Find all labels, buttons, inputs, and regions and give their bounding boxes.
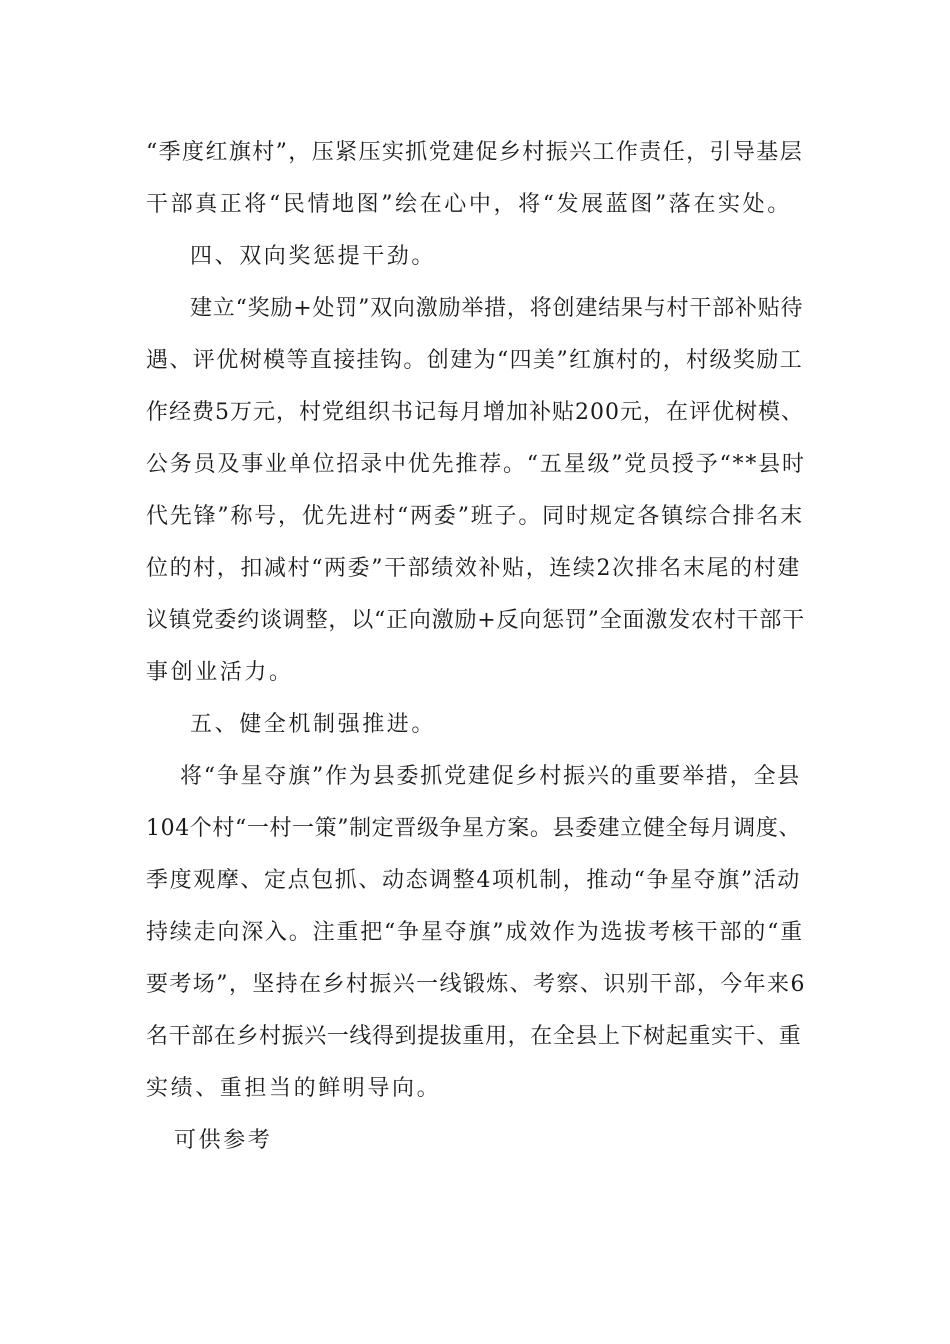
paragraph-line: 要考场”，坚持在乡村振兴一线锻炼、考察、识别干部，今年来6 (146, 972, 806, 997)
section-heading: 四、双向奖惩提干劲。 (190, 244, 437, 269)
paragraph-line: “季度红旗村”，压紧压实抓党建促乡村振兴工作责任，引导基层 (146, 140, 804, 165)
paragraph-line: 季度观摩、定点包抓、动态调整4项机制，推动“争星夺旗”活动 (146, 868, 801, 893)
paragraph-line: 干部真正将“民情地图”绘在心中，将“发展蓝图”落在实处。 (146, 192, 792, 217)
paragraph-line: 将“争星夺旗”作为县委抓党建促乡村振兴的重要举措，全县 (180, 764, 802, 789)
paragraph-line: 代先锋”称号，优先进村“两委”班子。同时规定各镇综合排名末 (146, 504, 804, 529)
paragraph-line: 事创业活力。 (146, 660, 294, 685)
section-heading: 五、健全机制强推进。 (190, 712, 437, 737)
paragraph-line: 公务员及事业单位招录中优先推荐。“五星级”党员授予“**县时 (146, 452, 806, 477)
paragraph-line: 名干部在乡村振兴一线得到提拔重用，在全县上下树起重实干、重 (146, 1024, 802, 1049)
paragraph-line: 104个村“一村一策”制定晋级争星方案。县委建立健全每月调度、 (146, 816, 802, 841)
paragraph-line: 建立“奖励+处罚”双向激励举措，将创建结果与村干部补贴待 (190, 296, 804, 321)
paragraph-line: 议镇党委约谈调整，以“正向激励+反向惩罚”全面激发农村干部干 (146, 608, 805, 633)
paragraph-line: 实绩、重担当的鲜明导向。 (146, 1076, 442, 1101)
paragraph-line: 遇、评优树模等直接挂钩。创建为“四美”红旗村的，村级奖励工 (146, 348, 804, 373)
paragraph-line: 位的村，扣减村“两委”干部绩效补贴，连续2次排名末尾的村建 (146, 556, 801, 581)
closing-note: 可供参考 (174, 1128, 273, 1153)
paragraph-line: 持续走向深入。注重把“争星夺旗”成效作为选拔考核干部的“重 (146, 920, 804, 945)
paragraph-line: 作经费5万元，村党组织书记每月增加补贴200元，在评优树模、 (146, 400, 804, 425)
